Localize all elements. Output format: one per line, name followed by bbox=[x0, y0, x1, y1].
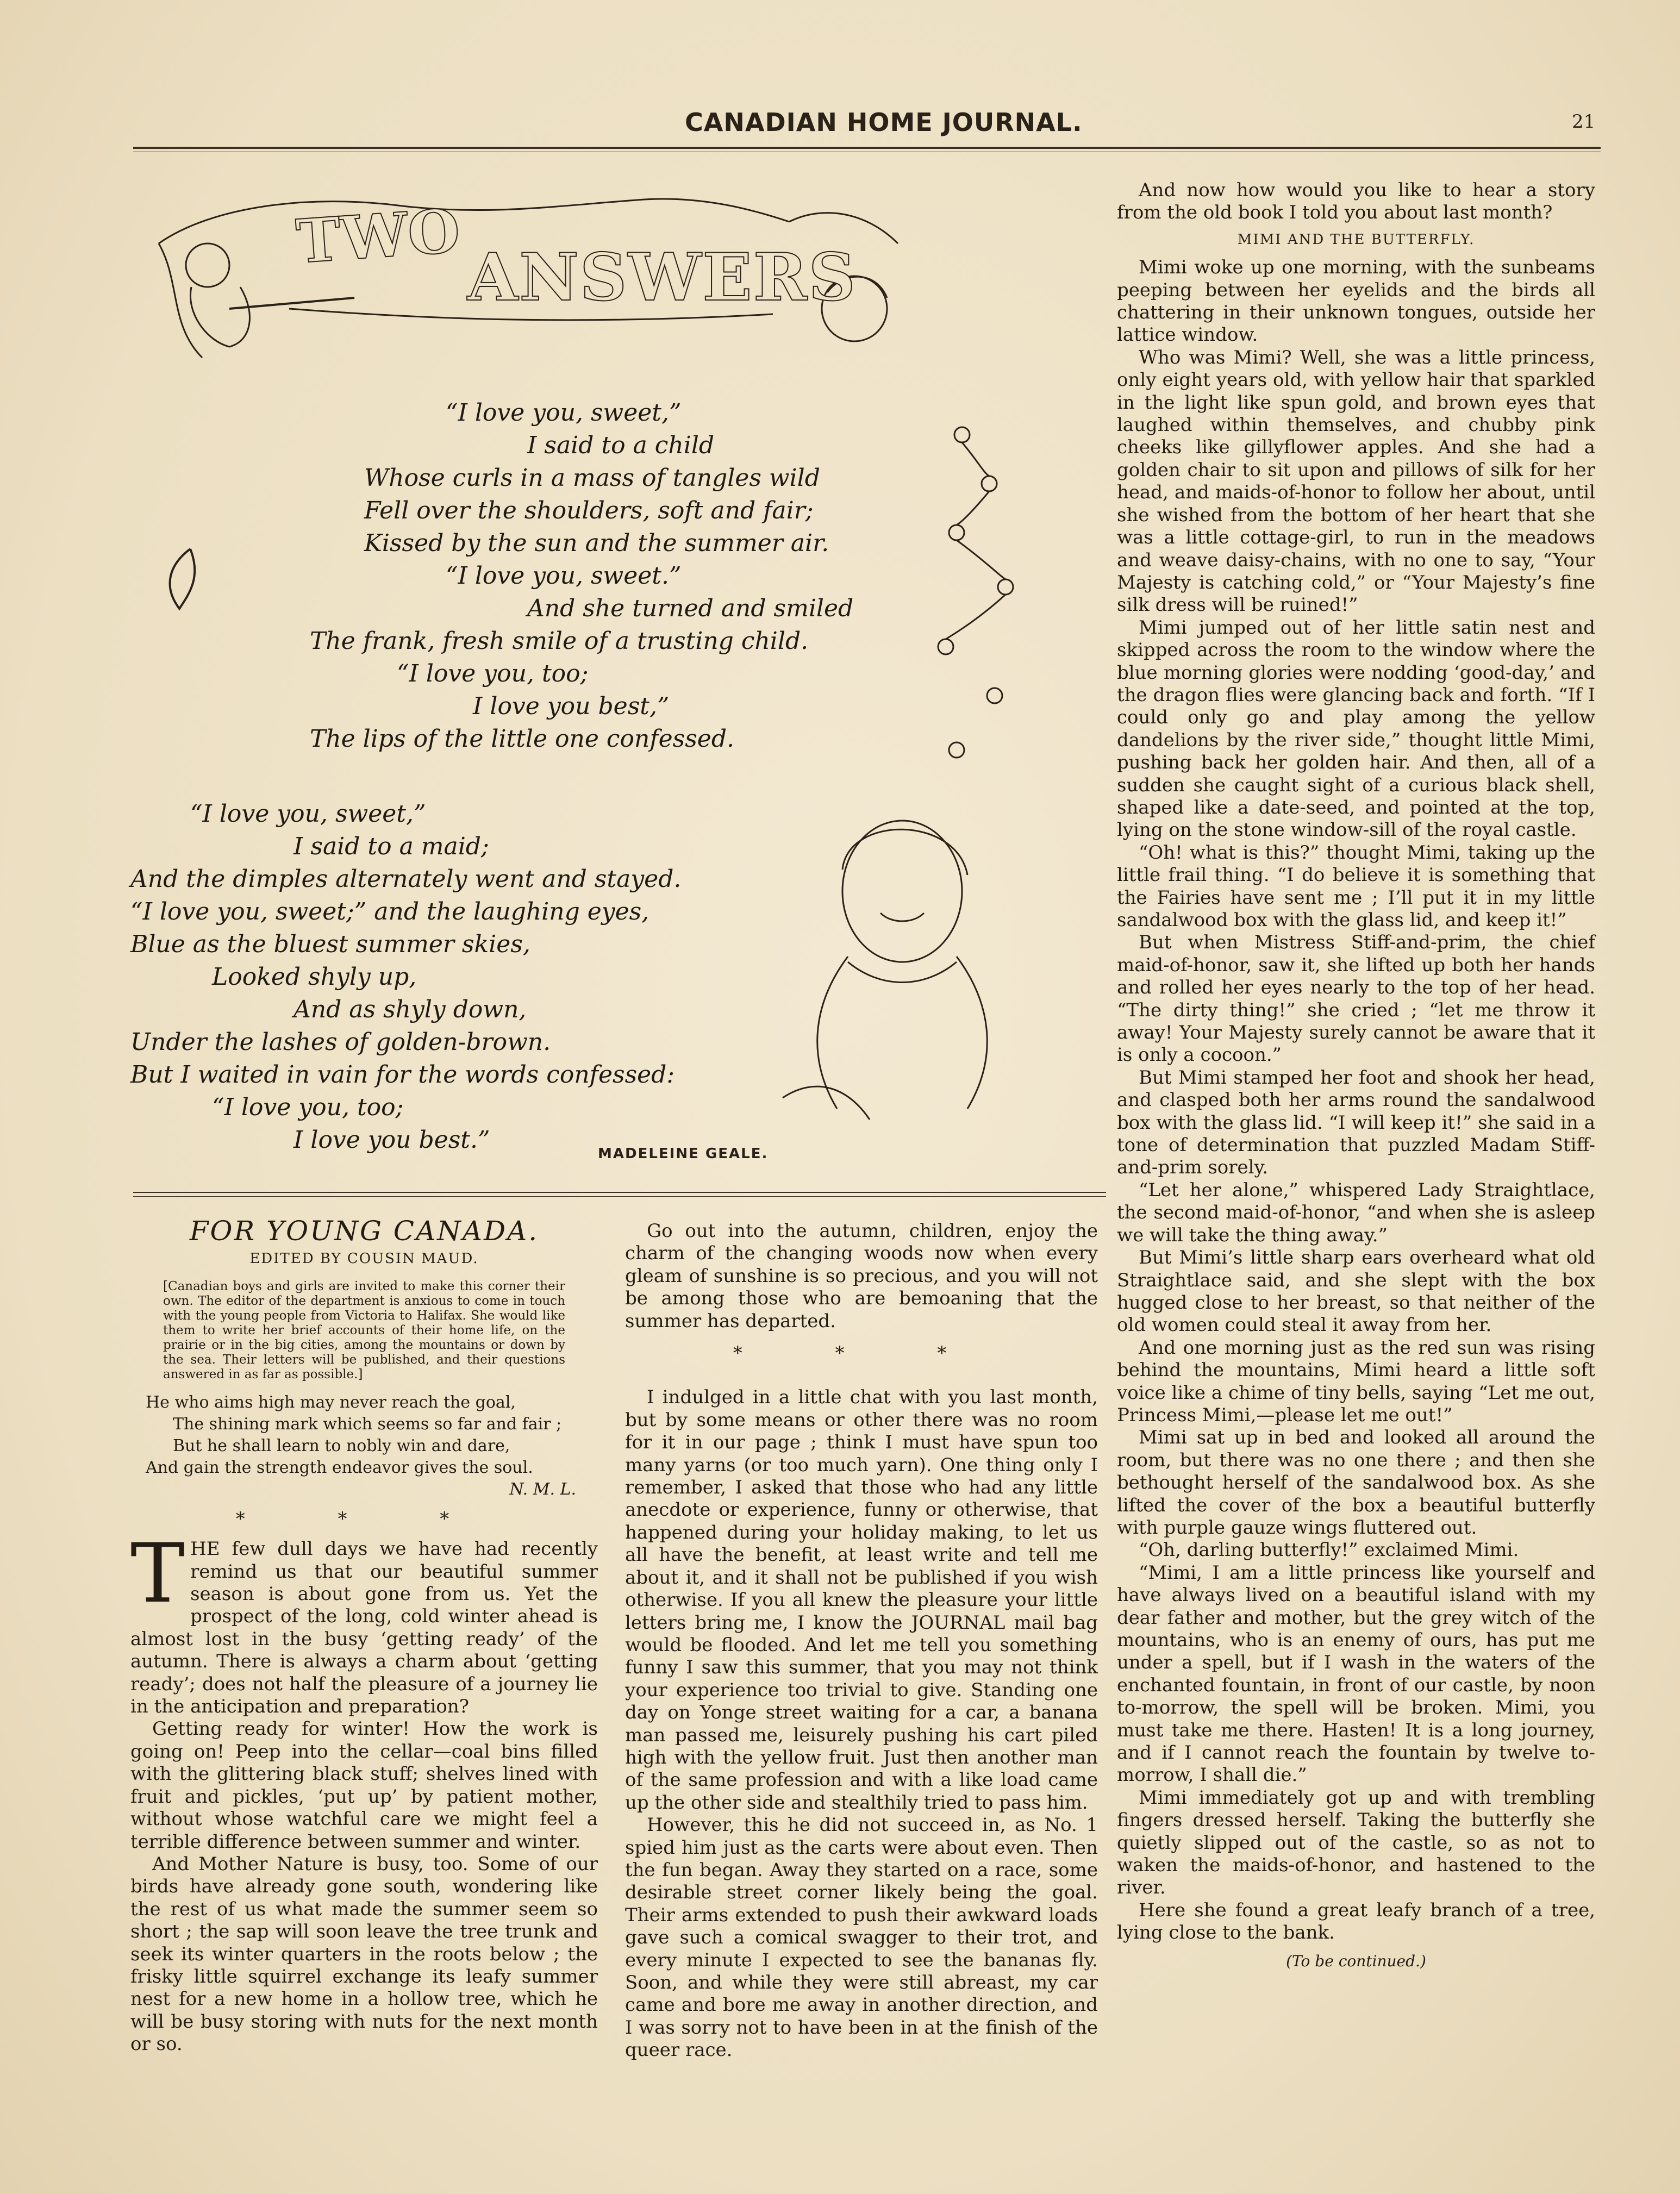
drop-cap: T bbox=[130, 1527, 185, 1622]
poem-line: Kissed by the sun and the summer air. bbox=[364, 529, 829, 557]
poem-title-two: TWO bbox=[293, 195, 463, 277]
poem-line: The frank, fresh smile of a trusting child. bbox=[310, 627, 809, 655]
verse-line: The shining mark which seems so far and fair ; bbox=[173, 1414, 562, 1434]
poem-line: Blue as the bluest summer skies, bbox=[130, 930, 530, 958]
paragraph: Who was Mimi? Well, she was a little princess, only eight years old, with yellow hair that sparkled in the light like spun gold, and brown eyes that laughed within themselves, and chubby pink cheeks like gillyflower apples. And she had a golden chair to sit upon and pillows of silk for her head, and maids-of-honor to follow her about, until she wished from the bottom of her heart that she was a little cottage-girl, to run in the meadows and weave daisy-chains, with no one to say, “Your Majesty is catching cold,” or “Your Majesty’s fine silk dress will be ruined!” bbox=[1117, 346, 1595, 616]
poem-line: But I waited in vain for the words confessed: bbox=[130, 1061, 675, 1089]
paragraph: “Let her alone,” whispered Lady Straightlace, the second maid-of-honor, “and when she is asleep we will take the thing away.” bbox=[1117, 1179, 1595, 1246]
verse-line: He who aims high may never reach the goal, bbox=[146, 1392, 516, 1412]
section-heading: FOR YOUNG CANADA. bbox=[189, 1215, 539, 1247]
poem-line: I said to a maid; bbox=[293, 833, 489, 860]
girl-illustration bbox=[750, 783, 1054, 1130]
verse-line: But he shall learn to nobly win and dare, bbox=[173, 1436, 510, 1455]
cherub-illustration bbox=[158, 543, 223, 614]
poem-line: And as shyly down, bbox=[293, 996, 527, 1023]
poem-author: MADELEINE GEALE. bbox=[598, 1146, 769, 1162]
poem-line: “I love you, sweet.” bbox=[446, 562, 682, 590]
young-canada-column-2 bbox=[625, 1220, 1098, 2062]
paragraph: But Mimi stamped her foot and shook her head, and clasped both her arms round the sandalwood box with the glass lid. “I will keep it!” she said in a tone of determination that puzzled Madam Stiff-and-prim sorely. bbox=[1117, 1066, 1595, 1179]
poem-line: The lips of the little one confessed. bbox=[310, 725, 734, 753]
editor-note: [Canadian boys and girls are invited to make this corner their own. The editor of the department is anxious to come in touch with the young people from Victoria to Halifax. She would like them to write her brief accounts of their home life, on the prairie or in the big cities, among the mountains or down by the sea. Their letters will be published, and their questions answered in as far as possible.] bbox=[163, 1279, 565, 1382]
poem-line: And the dimples alternately went and stayed. bbox=[130, 865, 682, 893]
paragraph: And Mother Nature is busy, too. Some of our birds have already gone south, wondering like the rest of us what made the summer seem so short ; the sap will soon leave the tree trunk and seek its winter quarters in the roots below ; the frisky little squirrel exchange its leafy summer nest for a new home in a hollow tree, which he will be busy storing with nuts for the next month or so. bbox=[130, 1853, 598, 2055]
poem-line: “I love you, sweet,” bbox=[190, 800, 426, 828]
paragraph: However, this he did not succeed in, as No. 1 spied him just as the carts were about even. Then the fun began. Away they started on a race, some desirable street corner likely being the goal. Their arms extended to push their awkward loads gave such a comical swagger to their trot, and every minute I expected to see the bananas fly. Soon, and while they were still abreast, my car came and bore me away in another direction, and I was sorry not to have been in at the finish of the queer race. bbox=[625, 1814, 1098, 2061]
poem-line: “I love you, sweet;” and the laughing eyes, bbox=[130, 898, 649, 926]
verse-line: And gain the strength endeavor gives the soul. bbox=[146, 1458, 533, 1477]
poem-line: I love you best,” bbox=[473, 692, 670, 720]
section-stars: * * * bbox=[733, 1342, 990, 1365]
paragraph: But when Mistress Stiff-and-prim, the chief maid-of-honor, saw it, she lifted up both her hands and rolled her eyes nearly to the top of her head. “The dirty thing!” she cried ; “let me throw it away! Your Majesty surely cannot be aware that it is only a cocoon.” bbox=[1117, 932, 1595, 1066]
paragraph: And now how would you like to hear a story from the old book I told you about last month? bbox=[1117, 179, 1595, 224]
paragraph: And one morning just as the red sun was rising behind the mountains, Mimi heard a little soft voice like a chime of tiny bells, saying “Let me out, Princess Mimi,—please let me out!” bbox=[1117, 1336, 1595, 1426]
story-title: MIMI AND THE BUTTERFLY. bbox=[1237, 231, 1475, 248]
paragraph: I indulged in a little chat with you last month, but by some means or other there was no room for it in our page ; think I must have spun too many yarns (or too much yarn). One thing only I remember, I asked that those who had any little anecdote or experience, funny or otherwise, that happened during your holiday making, to let us all have the benefit, at least write and tell me about it, and it shall not be published if you wish otherwise. If you all knew the pleasure your little letters bring me, I know the JOURNAL mail bag would be flooded. And let me tell you something funny I saw this summer, that you may not think your experience too trivial to give. Standing one day on Yonge street waiting for a car, a banana man passed me, leisurely pushing his cart piled high with the yellow fruit. Just then another man of the same profession and with a like load came up the other side and stealthily tried to pass him. bbox=[625, 1386, 1098, 1814]
young-canada-column-1 bbox=[130, 1215, 598, 2056]
paragraph: Mimi immediately got up and with trembling fingers dressed herself. Taking the butterfly she quietly slipped out of the castle, so as not to waken the maids-of-honor, and hastened to the river. bbox=[1117, 1786, 1595, 1899]
poem-line: I love you best.” bbox=[293, 1126, 490, 1154]
epigraph-verse bbox=[146, 1392, 598, 1501]
paragraph: Mimi sat up in bed and looked all around the room, but there was no one there ; and then she bethought herself of the sandalwood box. As she lifted the cover of the box a beautiful butterfly with purple gauze wings fluttered out. bbox=[1117, 1427, 1595, 1539]
paragraph: Mimi jumped out of her little satin nest and skipped across the room to the window where the blue morning glories were nodding ‘good-day,’ and the dragon flies were glancing back and forth. “If I could only go and play among the yellow dandelions by the river side,” thought little Mimi, pushing back her golden hair. And then, all of a sudden she caught sight of a curious black shell, shaped like a date-seed, and pointed at the top, lying on the stone window-sill of the royal castle. bbox=[1117, 616, 1595, 841]
poem-line: “I love you, sweet,” bbox=[446, 399, 682, 427]
poem-line: And she turned and smiled bbox=[527, 595, 854, 622]
poem-line: “I love you, too; bbox=[212, 1093, 404, 1121]
poem-stanza-2 bbox=[130, 798, 739, 1157]
poem-line: Under the lashes of golden-brown. bbox=[130, 1028, 551, 1056]
paragraph: “Oh, darling butterfly!” exclaimed Mimi. bbox=[1139, 1539, 1519, 1561]
paragraph: “Mimi, I am a little princess like yourself and have always lived on a beautiful island with my dear father and mother, but the grey witch of the mountains, who is an enemy of ours, has put me under a spell, but if I wash in the waters of the enchanted fountain, in front of our castle, by noon to-morrow, the spell will be broken. Mimi, you must take me there. Hasten! It is a long journey, and if I cannot reach the fountain by twelve to-morrow, I shall die.” bbox=[1117, 1561, 1595, 1786]
paragraph: Here she found a great leafy branch of a tree, lying close to the bank. bbox=[1117, 1899, 1595, 1944]
poem-stanza-1 bbox=[304, 397, 902, 755]
story-column bbox=[1117, 179, 1595, 1972]
poem-line: Looked shyly up, bbox=[212, 963, 417, 991]
poem-line: “I love you, too; bbox=[397, 660, 589, 687]
paragraph: THE few dull days we have had recently remind us that our beautiful summer season is about gone from us. Yet the prospect of the long, cold winter ahead is almost lost in the busy ‘getting ready’ of the autumn. There is always a charm about ‘getting ready’; does not half the pleasure of a journey lie in the anticipation and preparation? bbox=[130, 1527, 598, 1718]
continued-note: (To be continued.) bbox=[1286, 1952, 1426, 1970]
paragraph: Go out into the autumn, children, enjoy the charm of the changing woods now when every gleam of sunshine is so precious, and you will not be among those who are bemoaning that the summer has departed. bbox=[625, 1220, 1098, 1332]
section-stars: * * * bbox=[235, 1508, 493, 1530]
poem-title-answers: ANSWERS bbox=[467, 239, 857, 316]
poem-line: Fell over the shoulders, soft and fair; bbox=[364, 497, 814, 524]
section-rule-2 bbox=[133, 1196, 1106, 1197]
poem-line: Whose curls in a mass of tangles wild bbox=[364, 464, 820, 492]
paragraph: “Oh! what is this?” thought Mimi, taking up the little frail thing. “I do believe it is something that the Fairies have sent me ; I’ll put it in my little sandalwood box with the glass lid, and keep it!” bbox=[1117, 841, 1595, 931]
page-number: 21 bbox=[1572, 111, 1596, 133]
poem-line: I said to a child bbox=[527, 432, 715, 459]
masthead-title: CANADIAN HOME JOURNAL. bbox=[685, 108, 1083, 137]
section-rule bbox=[133, 1192, 1106, 1193]
paragraph: But Mimi’s little sharp ears overheard what old Straightlace said, and she slept with the box hugged close to her breast, so that neither of the old women could steal it away from her. bbox=[1117, 1247, 1595, 1336]
paragraph: Getting ready for winter! How the work is going on! Peep into the cellar—coal bins filled with the glittering black stuff; shelves lined with fruit and pickles, ‘put up’ by patient mother, without whose watchful care we might feel a terrible difference between summer and winter. bbox=[130, 1718, 598, 1853]
header-rule bbox=[133, 147, 1601, 149]
flower-trail-illustration bbox=[897, 391, 1049, 804]
verse-signature: N. M. L. bbox=[509, 1479, 576, 1499]
paragraph: Mimi woke up one morning, with the sunbeams peeping between her eyelids and the birds all chattering in their unknown tongues, outside her lattice window. bbox=[1117, 257, 1595, 346]
section-editor: EDITED BY COUSIN MAUD. bbox=[249, 1251, 479, 1267]
